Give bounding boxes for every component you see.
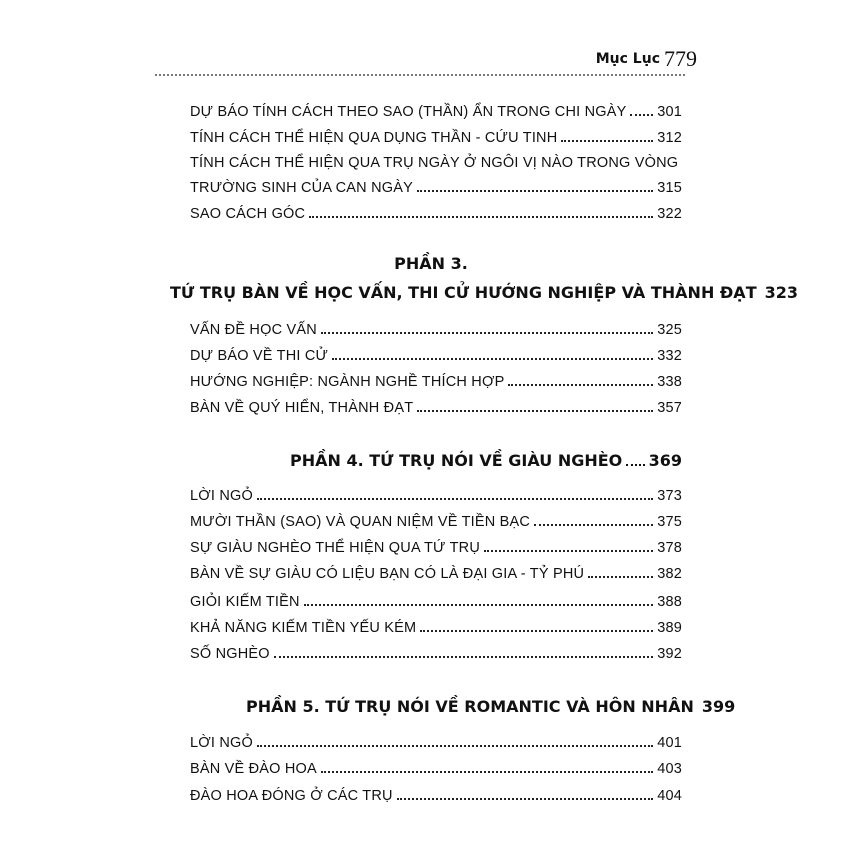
- part3-title-line: [170, 283, 799, 302]
- toc-entry-page: 388: [657, 594, 682, 610]
- header-label: Mục Lục: [595, 51, 660, 67]
- toc-entry-title: HƯỚNG NGHIỆP: NGÀNH NGHỀ THÍCH HỢP: [190, 374, 505, 390]
- toc-entry-title: BÀN VỀ QUÝ HIỂN, THÀNH ĐẠT: [190, 400, 414, 416]
- dot-leader: [626, 464, 644, 466]
- part3-page: 323: [764, 283, 799, 302]
- toc-entry: [190, 514, 682, 530]
- toc-entry-page: 357: [657, 400, 682, 416]
- toc-entry-title: SỐ NGHÈO: [190, 646, 270, 662]
- toc-entry-page: 389: [657, 620, 682, 636]
- toc-entry-title: SAO CÁCH GÓC: [190, 206, 306, 222]
- toc-entry-page: 403: [657, 761, 682, 777]
- toc-entry-page: 373: [657, 488, 682, 504]
- toc-entry: [190, 400, 682, 416]
- toc-entry-title: KHẢ NĂNG KIẾM TIỀN YẾU KÉM: [190, 620, 417, 636]
- toc-entry-page: 312: [657, 130, 682, 146]
- toc-entry-title: SỰ GIÀU NGHÈO THỂ HIỆN QUA TỨ TRỤ: [190, 540, 480, 556]
- toc-entry: [190, 130, 682, 146]
- toc-entry-title: TÍNH CÁCH THỂ HIỆN QUA DỤNG THẦN - CỨU TINH: [190, 130, 558, 146]
- part4-title: PHẦN 4. TỨ TRỤ NÓI VỀ GIÀU NGHÈO: [290, 451, 623, 470]
- toc-entry-title: DỰ BÁO TÍNH CÁCH THEO SAO (THẦN) ẨN TRONG CHI NGÀY: [190, 104, 627, 120]
- toc-entry-title: VẤN ĐỀ HỌC VẤN: [190, 322, 317, 338]
- toc-entry: [190, 620, 682, 636]
- toc-entry: [190, 788, 682, 804]
- toc-entry: [190, 540, 682, 556]
- toc-entry-page: 382: [657, 566, 682, 582]
- dot-leader: [420, 630, 653, 632]
- toc-entry-page: 375: [657, 514, 682, 530]
- toc-entry: [190, 206, 682, 222]
- dot-leader: [257, 745, 653, 747]
- running-header: [0, 48, 862, 74]
- toc-entry-page: 404: [657, 788, 682, 804]
- toc-entry: [190, 566, 682, 582]
- part5-page: 399: [701, 697, 736, 716]
- toc-entry-title-line1: TÍNH CÁCH THỂ HIỆN QUA TRỤ NGÀY Ở NGÔI VỊ NÀO TRONG VÒNG: [190, 155, 679, 171]
- toc-entry: [190, 761, 682, 777]
- dot-leader: [417, 190, 653, 192]
- dot-leader: [630, 114, 653, 116]
- dot-leader: [274, 656, 653, 658]
- toc-entry: [190, 348, 682, 364]
- toc-entry-title: GIỎI KIẾM TIỀN: [190, 594, 300, 610]
- dot-leader: [508, 384, 653, 386]
- part5-title-line: [246, 697, 736, 716]
- dot-leader: [321, 332, 653, 334]
- toc-entry: [190, 735, 682, 751]
- dot-leader: [257, 498, 653, 500]
- toc-entry: [190, 180, 682, 196]
- toc-entry-page: 378: [657, 540, 682, 556]
- toc-entry-title: DỰ BÁO VỀ THI CỬ: [190, 348, 329, 364]
- toc-entry-page: 338: [657, 374, 682, 390]
- part4-title-line: [290, 451, 682, 470]
- toc-entry-page: 332: [657, 348, 682, 364]
- dot-leader: [534, 524, 653, 526]
- toc-entry-title: BÀN VỀ ĐÀO HOA: [190, 761, 317, 777]
- toc-entry-page: 392: [657, 646, 682, 662]
- toc-entry-title: BÀN VỀ SỰ GIÀU CÓ LIỆU BẠN CÓ LÀ ĐẠI GIA - TỶ PHÚ: [190, 566, 585, 582]
- header-rule: [155, 74, 685, 76]
- toc-entry-page: 315: [657, 180, 682, 196]
- toc-entry: [190, 594, 682, 610]
- toc-entry: [190, 322, 682, 338]
- dot-leader: [484, 550, 653, 552]
- part5-title: PHẦN 5. TỨ TRỤ NÓI VỀ ROMANTIC VÀ HÔN NHÂN: [246, 697, 694, 716]
- toc-entry-page: 401: [657, 735, 682, 751]
- dot-leader: [417, 410, 653, 412]
- dot-leader: [304, 604, 654, 606]
- toc-entry-page: 325: [657, 322, 682, 338]
- dot-leader: [561, 140, 653, 142]
- part4-page: 369: [648, 451, 682, 470]
- toc-entry-title: LỜI NGỎ: [190, 488, 253, 504]
- dot-leader: [588, 576, 653, 578]
- dot-leader: [332, 358, 653, 360]
- toc-entry: [190, 374, 682, 390]
- toc-entry: [190, 104, 682, 120]
- part3-heading: PHẦN 3.: [394, 254, 468, 273]
- toc-entry: [190, 646, 682, 662]
- part3-title: TỨ TRỤ BÀN VỀ HỌC VẤN, THI CỬ HƯỚNG NGHIỆP VÀ THÀNH ĐẠT: [170, 283, 757, 302]
- toc-entry: [190, 488, 682, 504]
- toc-entry-page: 301: [657, 104, 682, 120]
- dot-leader: [397, 798, 654, 800]
- toc-entry-title: ĐÀO HOA ĐÓNG Ở CÁC TRỤ: [190, 788, 393, 804]
- dot-leader: [321, 771, 653, 773]
- toc-entry-title: MƯỜI THẦN (SAO) VÀ QUAN NIỆM VỀ TIỀN BẠC: [190, 514, 531, 530]
- toc-entry-page: 322: [657, 206, 682, 222]
- header-page-number: 779: [664, 46, 697, 71]
- toc-entry-title: LỜI NGỎ: [190, 735, 253, 751]
- dot-leader: [309, 216, 653, 218]
- toc-entry-title: TRƯỜNG SINH CỦA CAN NGÀY: [190, 180, 413, 196]
